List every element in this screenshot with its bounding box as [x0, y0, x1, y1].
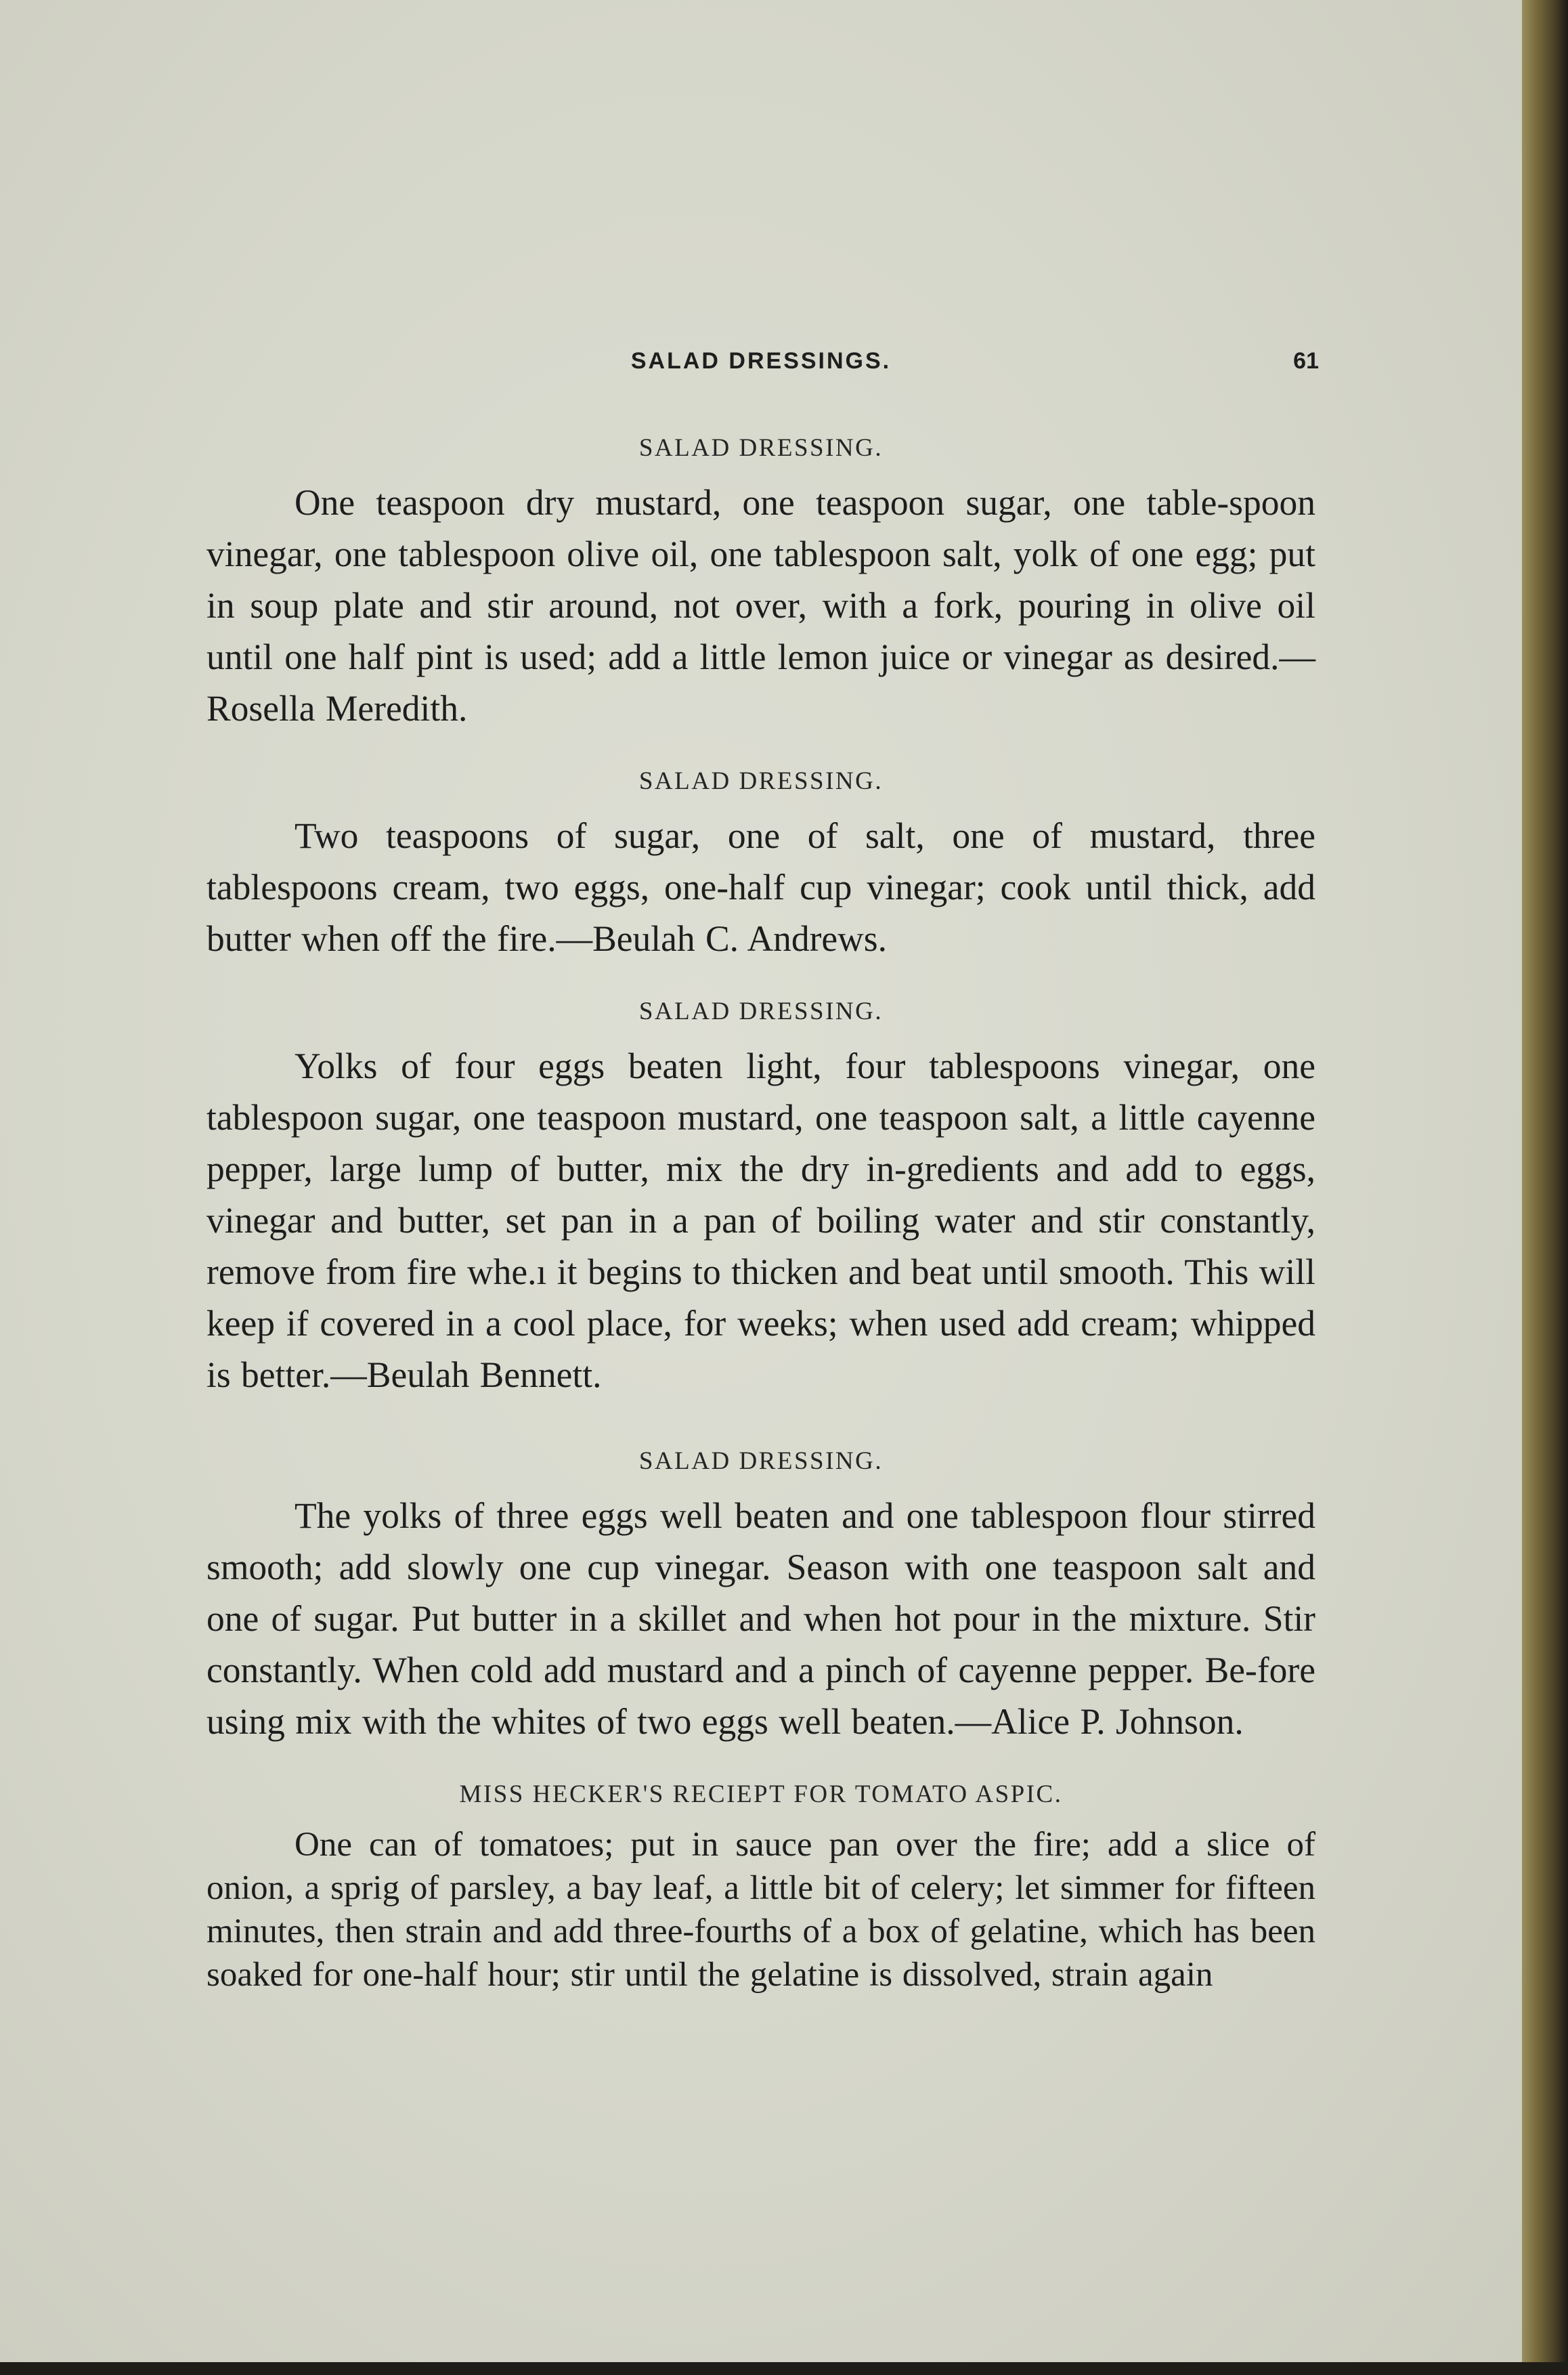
running-head	[203, 344, 1319, 385]
recipe-body: Yolks of four eggs beaten light, four tablespoons vinegar, one tablespoon sugar, one teaspoon mustard, one teaspoon salt, a little cayenne pepper, large lump of butter, mix the dry in-gredients and add to eggs, vinegar and butter, set pan in a pan of boiling water and stir constantly, remove from fire whe.ı it begins to thicken and beat until smooth. This will keep if covered in a cool place, for weeks; when used add cream; whipped is better.—Beulah Bennett.	[206, 1046, 1315, 1395]
page-number: 61	[1293, 348, 1319, 374]
recipe-body: One can of tomatoes; put in sauce pan over the fire; add a slice of onion, a sprig of parsley, a bay leaf, a little bit of celery; let simmer for fifteen minutes, then strain and add three-fourths of a box of gelatine, which has been soaked for one-half hour; stir until the gelatine is dissolved, strain again	[206, 1826, 1315, 1994]
page-text	[206, 420, 1315, 1996]
recipe-body: Two teaspoons of sugar, one of salt, one of mustard, three tablespoons cream, two eggs, one-half cup vinegar; cook until thick, add butter when off the fire.—Beulah C. Andrews.	[206, 815, 1315, 959]
recipe-title: MISS HECKER'S RECIEPT FOR TOMATO ASPIC.	[459, 1780, 1063, 1808]
recipe-title: SALAD DRESSING.	[638, 767, 884, 795]
recipe-body: The yolks of three eggs well beaten and one tablespoon flour stirred smooth; add slowly one cup vinegar. Season with one teaspoon salt and one of sugar. Put butter in a skillet and when hot pour in the mixture. Stir constantly. When cold add mustard and a pinch of cayenne pepper. Be-fore using mix with the whites of two eggs well beaten.—Alice P. Johnson.	[206, 1495, 1315, 1742]
recipe-title: SALAD DRESSING.	[638, 998, 884, 1025]
recipe-title: SALAD DRESSING.	[638, 1447, 884, 1475]
recipe-body: One teaspoon dry mustard, one teaspoon sugar, one table-spoon vinegar, one tablespoon olive oil, one tablespoon salt, yolk of one egg; put in soup plate and stir around, not over, with a fork, pouring in olive oil until one half pint is used; add a little lemon juice or vinegar as desired.—Rosella Meredith.	[206, 482, 1315, 729]
running-head-title: SALAD DRESSINGS.	[630, 348, 892, 374]
page-edge-gutter	[1522, 0, 1568, 2375]
spacer	[206, 1419, 1315, 1433]
bottom-edge	[0, 2362, 1568, 2375]
recipe-title: SALAD DRESSING.	[638, 434, 884, 462]
